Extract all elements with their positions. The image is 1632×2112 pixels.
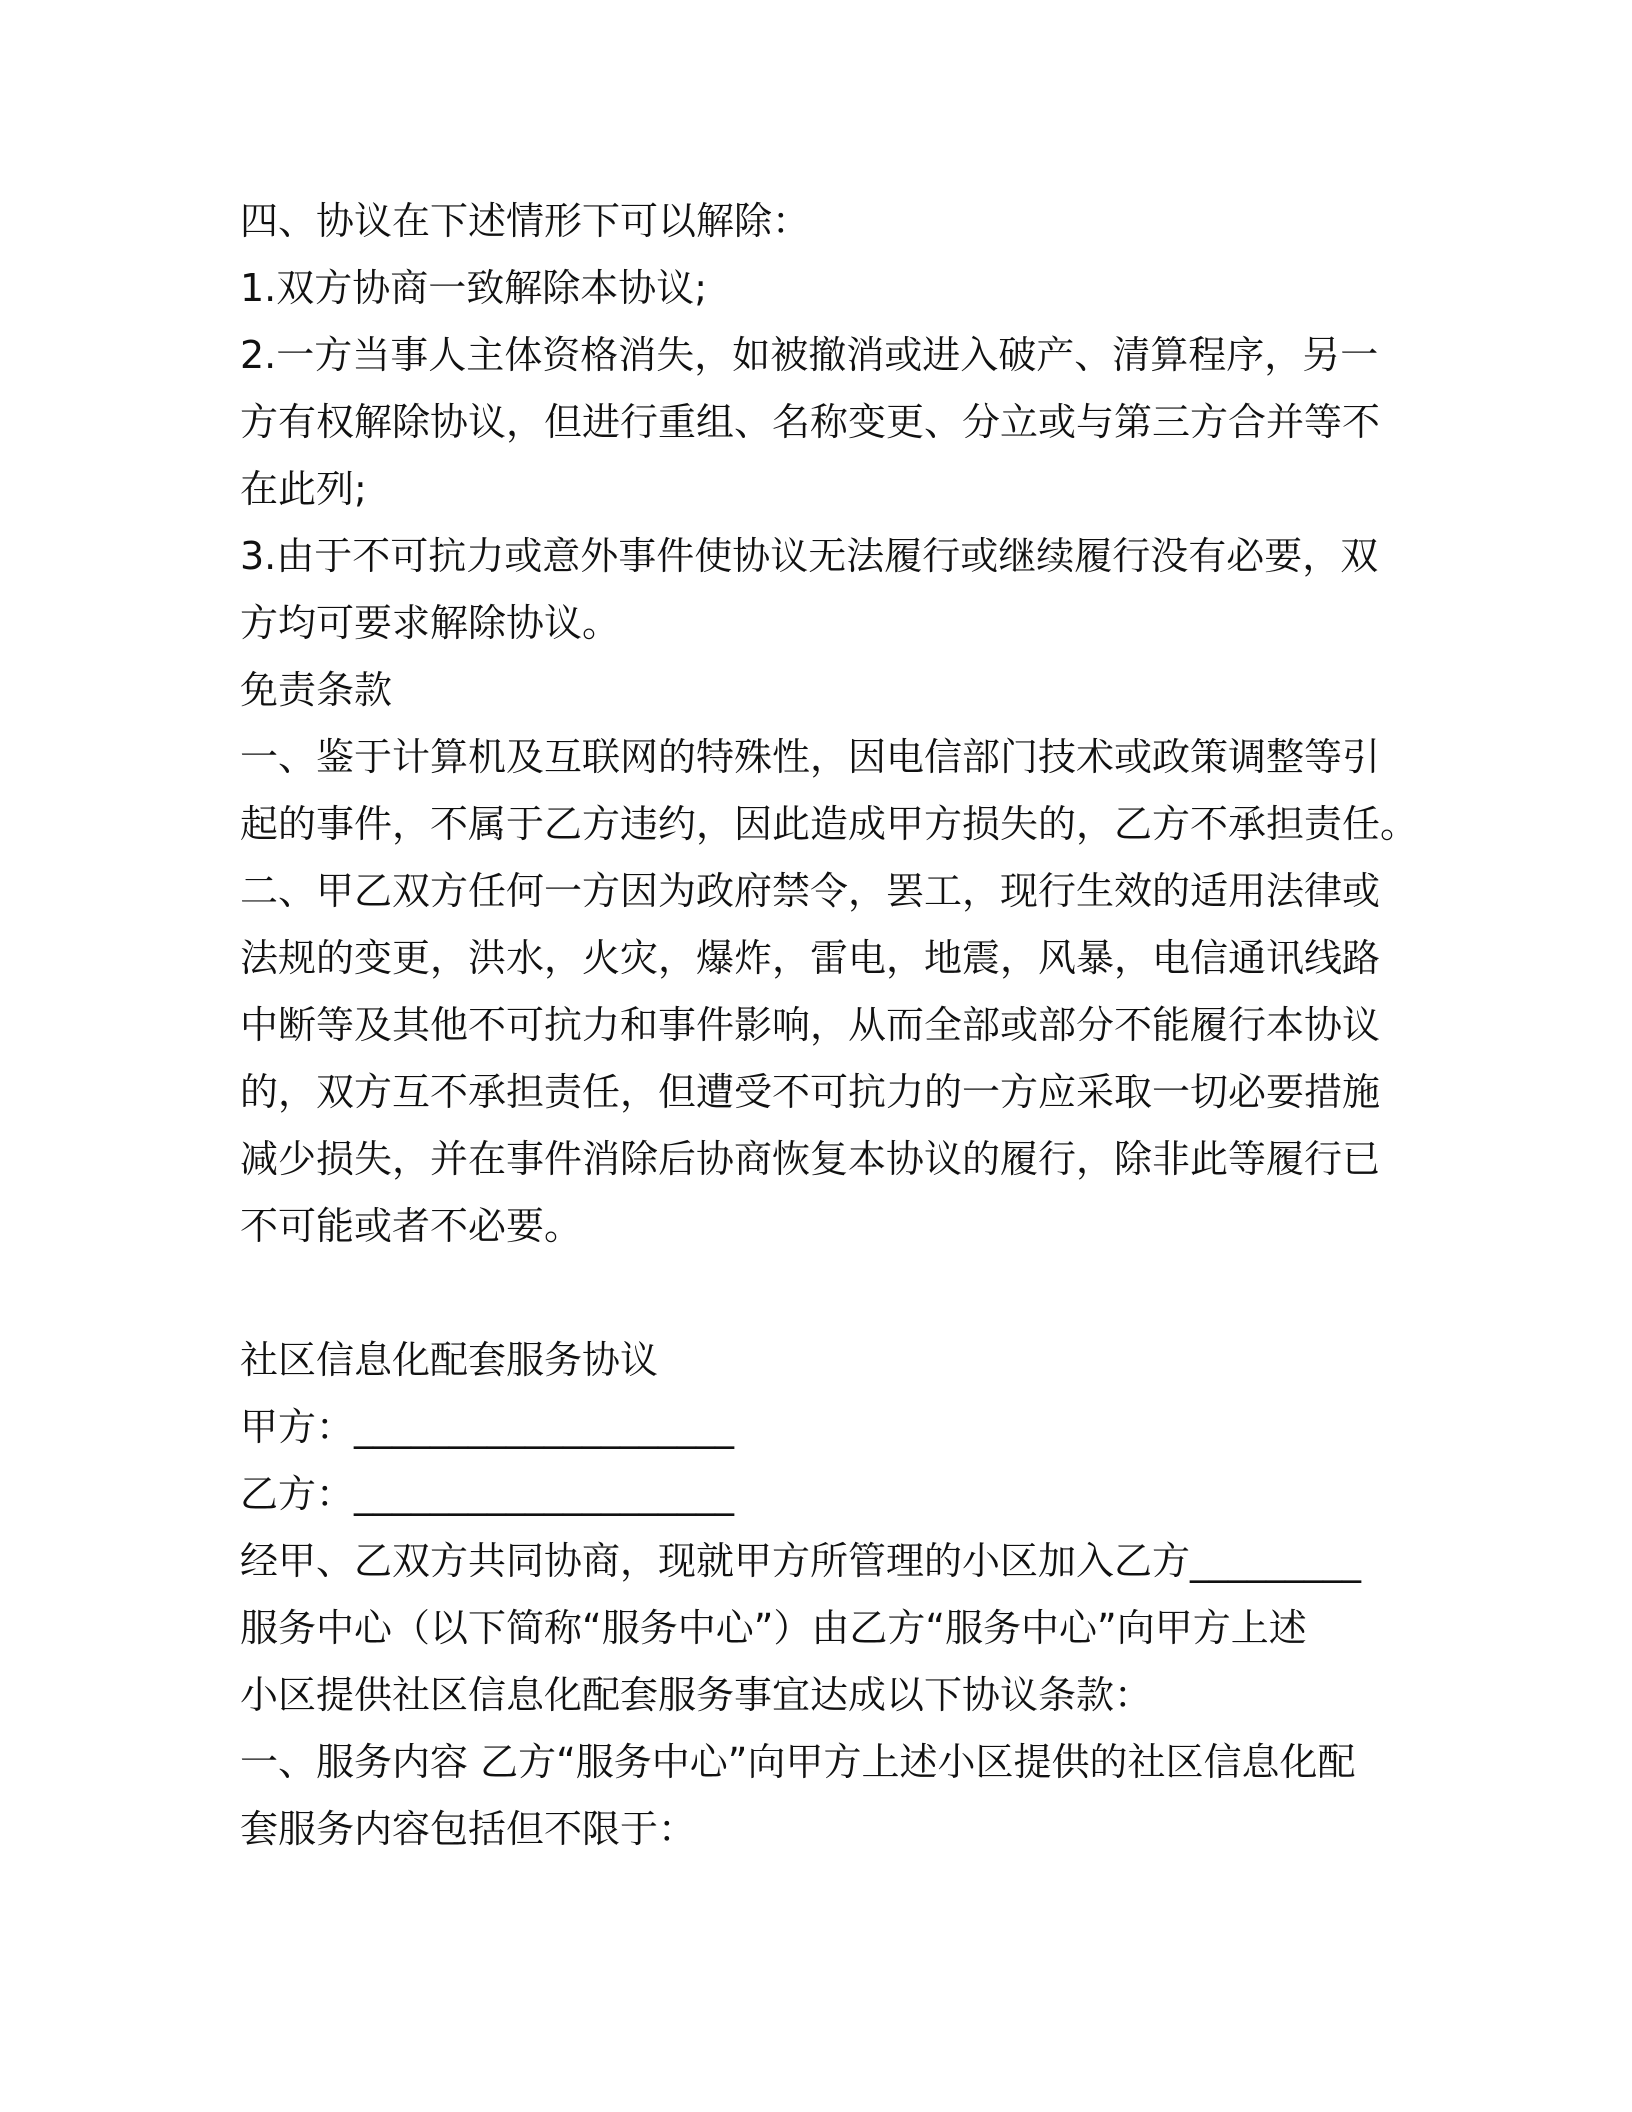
section-1-line-2: 套服务内容包括但不限于：: [240, 1807, 697, 1851]
termination-item-2-line-2: 方有权解除协议，但进行重组、名称变更、分立或与第三方合并等不: [240, 400, 1381, 444]
agreement-title: 社区信息化配套服务协议: [240, 1338, 659, 1382]
disclaimer-clause-2-line-3: 中断等及其他不可抗力和事件影响，从而全部或部分不能履行本协议: [240, 1003, 1381, 1047]
disclaimer-clause-1-line-1: 一、鉴于计算机及互联网的特殊性，因电信部门技术或政策调整等引: [240, 735, 1381, 779]
disclaimer-clause-1-line-2: 起的事件，不属于乙方违约，因此造成甲方损失的，乙方不承担责任。: [240, 802, 1419, 846]
termination-item-2-line-1: 2.一方当事人主体资格消失，如被撤消或进入破产、清算程序，另一: [240, 333, 1379, 377]
section-1-line-1: 一、服务内容 乙方“服务中心”向甲方上述小区提供的社区信息化配: [240, 1740, 1356, 1784]
preamble-line-1: 经甲、乙双方共同协商，现就甲方所管理的小区加入乙方_________: [240, 1539, 1362, 1583]
termination-item-2-line-3: 在此列;: [240, 467, 367, 511]
termination-heading: 四、协议在下述情形下可以解除：: [240, 199, 811, 243]
disclaimer-clause-2-line-5: 减少损失，并在事件消除后协商恢复本协议的履行，除非此等履行已: [240, 1137, 1381, 1181]
party-a-line: 甲方：____________________: [240, 1405, 735, 1449]
preamble-line-3: 小区提供社区信息化配套服务事宜达成以下协议条款：: [240, 1673, 1153, 1717]
disclaimer-clause-2-line-1: 二、甲乙双方任何一方因为政府禁令，罢工，现行生效的适用法律或: [240, 869, 1381, 913]
termination-item-3-line-2: 方均可要求解除协议。: [240, 601, 621, 645]
disclaimer-clause-2-line-4: 的，双方互不承担责任，但遭受不可抗力的一方应采取一切必要措施: [240, 1070, 1381, 1114]
disclaimer-clause-2-line-2: 法规的变更，洪水，火灾，爆炸，雷电，地震，风暴，电信通讯线路: [240, 936, 1381, 980]
party-b-line: 乙方：____________________: [240, 1472, 735, 1516]
disclaimer-clause-2-line-6: 不可能或者不必要。: [240, 1204, 583, 1248]
section-spacer: [240, 1260, 1370, 1327]
termination-item-1-line-1: 1.双方协商一致解除本协议;: [240, 266, 708, 310]
preamble-line-2: 服务中心（以下简称“服务中心”）由乙方“服务中心”向甲方上述: [240, 1606, 1307, 1650]
document-body: [240, 188, 1419, 1863]
disclaimer-heading: 免责条款: [240, 668, 393, 712]
termination-item-3-line-1: 3.由于不可抗力或意外事件使协议无法履行或继续履行没有必要，双: [240, 534, 1379, 578]
